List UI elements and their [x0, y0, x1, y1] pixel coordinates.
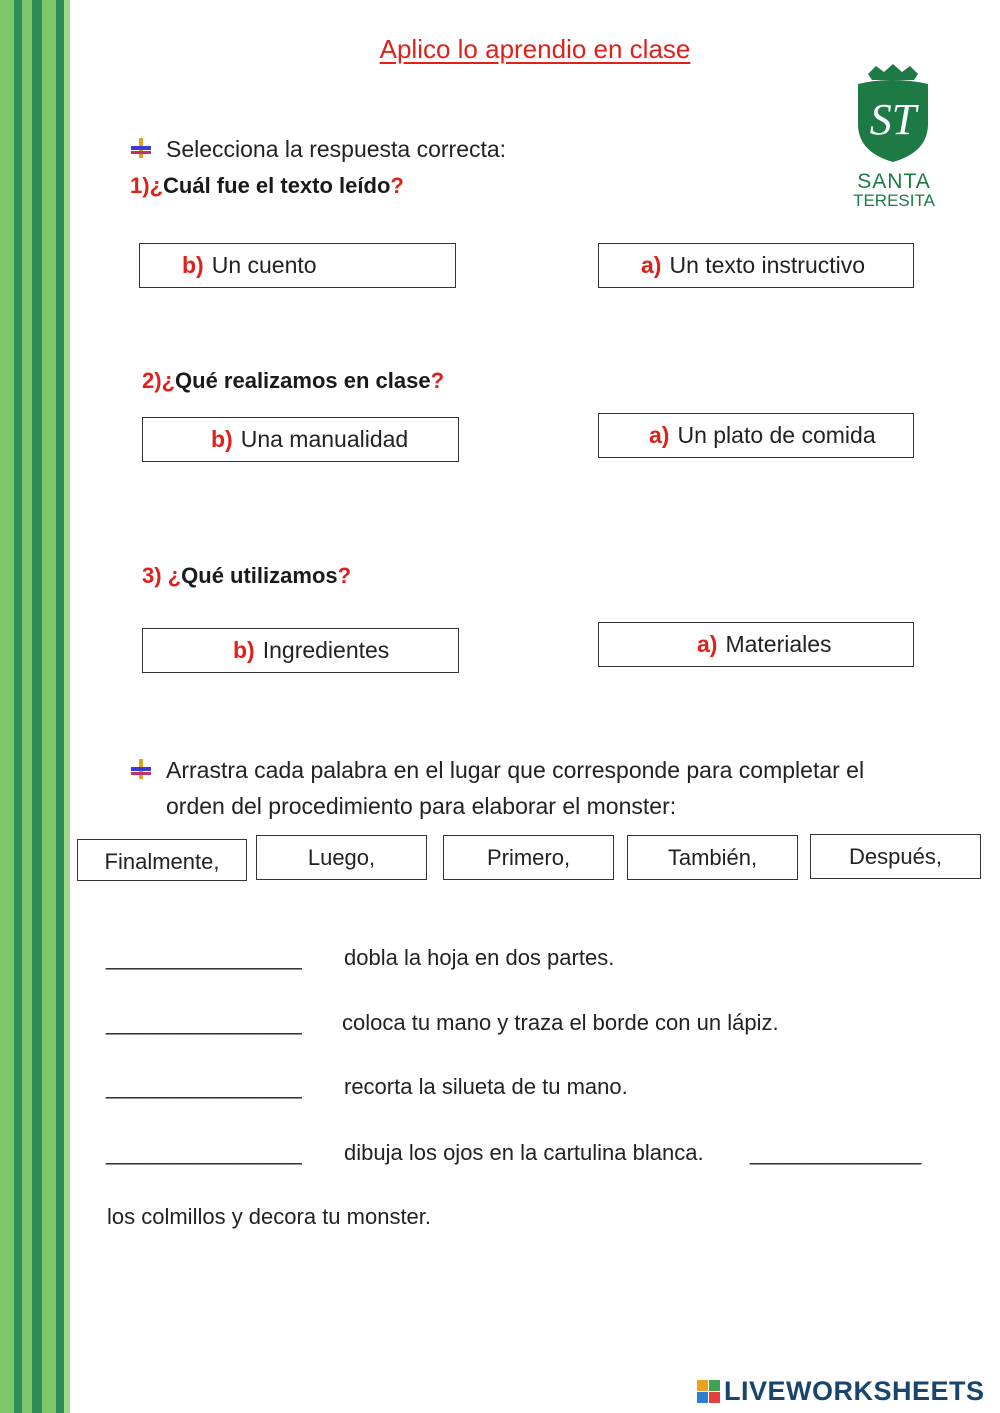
question-text: Cuál fue el texto leído	[163, 173, 391, 198]
svg-text:ST: ST	[869, 95, 917, 144]
step-sentence-5: los colmillos y decora tu monster.	[107, 1204, 432, 1229]
section2-instruction-line2: orden del procedimiento para elaborar el monster:	[166, 793, 677, 819]
logo-line1: SANTA	[857, 170, 931, 193]
section2-instruction-line1: Arrastra cada palabra en el lugar que corresponde para completar el	[166, 757, 865, 783]
step-sentence-1: dobla la hoja en dos partes.	[344, 945, 615, 970]
answer-option-1b[interactable]	[139, 243, 456, 288]
question-number: 2)	[142, 368, 162, 393]
answer-option-3b[interactable]	[142, 628, 459, 673]
question-close-mark: ?	[337, 563, 352, 588]
option-letter: a)	[649, 422, 670, 448]
question-open-mark: ¿	[149, 173, 164, 198]
option-letter: b)	[211, 426, 233, 452]
drag-word-despues[interactable]: Después,	[810, 834, 981, 879]
answer-option-2a[interactable]	[598, 413, 914, 458]
option-letter: b)	[182, 252, 204, 278]
liveworksheets-logo-icon	[697, 1380, 721, 1404]
question-open-mark: ¿	[161, 368, 176, 393]
stripe	[22, 0, 32, 1413]
logo-line2: TERESITA	[853, 191, 935, 210]
left-stripes-decoration	[0, 0, 70, 1413]
option-text: Un cuento	[211, 252, 317, 278]
page-title: Aplico lo aprendio en clase	[379, 34, 691, 64]
question-number: 3)	[142, 563, 168, 588]
question-close-mark: ?	[390, 173, 404, 198]
drop-blank-1[interactable]: ________________	[106, 945, 302, 970]
option-text: Un texto instructivo	[669, 252, 866, 278]
option-text: Un plato de comida	[677, 422, 876, 448]
answer-option-1a[interactable]	[598, 243, 914, 288]
option-letter: a)	[697, 631, 718, 657]
stripe	[42, 0, 56, 1413]
drag-word-tambien[interactable]: También,	[627, 835, 798, 880]
drag-word-luego[interactable]: Luego,	[256, 835, 427, 880]
section1-instruction: Selecciona la respuesta correcta:	[166, 136, 507, 162]
question-open-mark: ¿	[167, 563, 182, 588]
question-2	[142, 368, 444, 394]
option-letter: b)	[233, 637, 255, 663]
question-close-mark: ?	[430, 368, 445, 393]
plus-arrow-icon	[130, 137, 152, 159]
plus-arrow-icon	[130, 758, 152, 780]
option-letter: a)	[641, 252, 662, 278]
drag-word-primero[interactable]: Primero,	[443, 835, 614, 880]
drop-blank-5[interactable]: ______________	[750, 1140, 922, 1165]
drag-word-finalmente[interactable]: Finalmente,	[77, 839, 247, 881]
stripe	[56, 0, 64, 1413]
stripe	[14, 0, 22, 1413]
stripe	[0, 0, 14, 1413]
question-text: Qué realizamos en clase	[175, 368, 431, 393]
option-text: Ingredientes	[262, 637, 390, 663]
santa-teresita-logo	[848, 62, 938, 212]
step-sentence-4: dibuja los ojos en la cartulina blanca.	[344, 1140, 704, 1165]
question-text: Qué utilizamos	[181, 563, 338, 588]
step-sentence-2: coloca tu mano y traza el borde con un lápiz.	[342, 1010, 779, 1035]
drop-blank-2[interactable]: ________________	[106, 1010, 302, 1035]
option-text: Una manualidad	[240, 426, 409, 452]
drop-blank-4[interactable]: ________________	[106, 1140, 302, 1165]
question-1	[130, 173, 404, 199]
stripe	[64, 0, 70, 1413]
step-sentence-3: recorta la silueta de tu mano.	[344, 1074, 628, 1099]
question-number: 1)	[130, 173, 150, 198]
drop-blank-3[interactable]: ________________	[106, 1074, 302, 1099]
footer-brand: LIVEWORKSHEETS	[724, 1376, 985, 1406]
answer-option-3a[interactable]	[598, 622, 914, 667]
question-3	[142, 563, 351, 589]
stripe	[32, 0, 42, 1413]
answer-option-2b[interactable]	[142, 417, 459, 462]
option-text: Materiales	[725, 631, 832, 657]
